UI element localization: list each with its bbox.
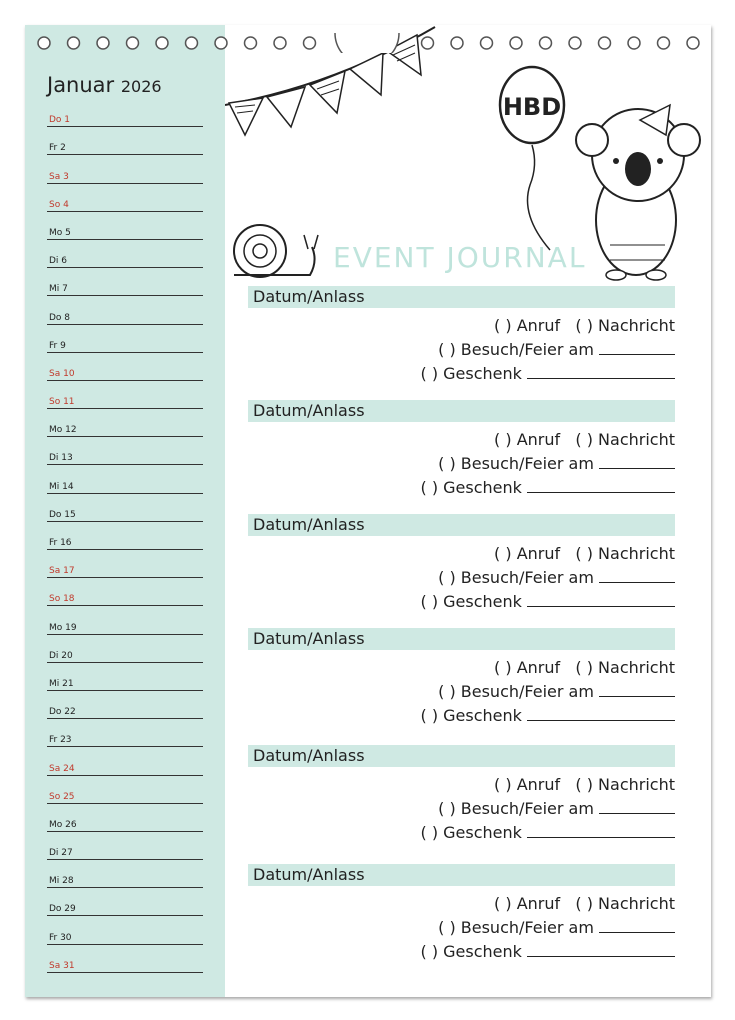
binding-ring [451, 37, 463, 49]
day-label: Mo 5 [49, 227, 71, 238]
geschenk-blank [527, 942, 675, 957]
day-label: Do 15 [49, 509, 76, 520]
binding-ring [186, 37, 198, 49]
day-label: Mi 14 [49, 481, 74, 492]
day-label: So 18 [49, 594, 75, 605]
day-row [47, 550, 203, 578]
journal-entry [248, 286, 675, 383]
besuch-line [438, 682, 675, 701]
besuch-line [438, 340, 675, 359]
besuch-option: ( ) Besuch/Feier am [438, 568, 594, 587]
nachricht-option: ( ) Nachricht [575, 430, 675, 449]
geschenk-blank [527, 706, 675, 721]
binding-ring [510, 37, 522, 49]
anruf-option: ( ) Anruf [494, 430, 561, 449]
day-row [47, 578, 203, 606]
binding-ring [97, 37, 109, 49]
besuch-blank [599, 568, 675, 583]
entry-header: Datum/Anlass [248, 864, 675, 886]
day-label: Do 8 [49, 312, 71, 323]
binding-ring [540, 37, 552, 49]
geschenk-line [420, 942, 675, 961]
day-label: So 11 [49, 397, 75, 408]
day-row [47, 465, 203, 493]
day-label: Sa 24 [49, 763, 75, 774]
geschenk-blank [527, 592, 675, 607]
binding-ring [687, 37, 699, 49]
day-label: Mi 7 [49, 284, 68, 295]
day-label: Sa 3 [49, 171, 69, 182]
besuch-blank [599, 454, 675, 469]
geschenk-line [420, 478, 675, 497]
day-row [47, 212, 203, 240]
binding-ring [38, 37, 50, 49]
day-row [47, 888, 203, 916]
day-row [47, 127, 203, 155]
day-label: Fr 16 [49, 538, 72, 548]
day-label: Di 13 [49, 453, 73, 464]
besuch-blank [599, 799, 675, 814]
month-title [47, 73, 162, 97]
day-label: Fr 23 [49, 735, 72, 746]
day-row [47, 437, 203, 465]
contact-line [494, 430, 675, 449]
contact-line [494, 775, 675, 794]
day-row [47, 635, 203, 663]
day-row [47, 240, 203, 268]
journal-entry [248, 864, 675, 961]
day-row [47, 804, 203, 832]
balloon-text: HBD [502, 93, 562, 121]
nachricht-option: ( ) Nachricht [575, 316, 675, 335]
day-label: So 25 [49, 791, 75, 802]
day-label: Fr 30 [49, 932, 72, 943]
entry-header: Datum/Anlass [248, 745, 675, 767]
contact-line [494, 544, 675, 563]
day-row [47, 353, 203, 381]
binding-ring [569, 37, 581, 49]
anruf-option: ( ) Anruf [494, 316, 561, 335]
geschenk-blank [527, 364, 675, 379]
day-label: Do 1 [49, 115, 71, 126]
day-label: Di 6 [49, 256, 68, 267]
day-label: Sa 31 [49, 960, 75, 971]
geschenk-option: ( ) Geschenk [420, 364, 522, 383]
journal-entry [248, 514, 675, 611]
besuch-line [438, 918, 675, 937]
day-label: Sa 10 [49, 368, 75, 379]
spiral-binding [25, 33, 711, 53]
month-sidebar [25, 25, 225, 997]
day-row [47, 409, 203, 437]
binding-ring [422, 37, 434, 49]
besuch-option: ( ) Besuch/Feier am [438, 799, 594, 818]
day-row [47, 99, 203, 127]
day-label: Di 27 [49, 848, 73, 859]
besuch-option: ( ) Besuch/Feier am [438, 918, 594, 937]
besuch-line [438, 454, 675, 473]
day-row [47, 691, 203, 719]
entry-header: Datum/Anlass [248, 514, 675, 536]
day-label: Mi 21 [49, 678, 74, 689]
day-row [47, 663, 203, 691]
day-row [47, 719, 203, 747]
snail-illustration [230, 221, 330, 281]
anruf-option: ( ) Anruf [494, 658, 561, 677]
day-label: Di 20 [49, 650, 73, 661]
day-row [47, 860, 203, 888]
contact-line [494, 316, 675, 335]
binding-ring [68, 37, 80, 49]
binding-ring [245, 37, 257, 49]
nachricht-option: ( ) Nachricht [575, 775, 675, 794]
nachricht-option: ( ) Nachricht [575, 544, 675, 563]
day-row [47, 945, 203, 973]
geschenk-blank [527, 823, 675, 838]
day-label: So 4 [49, 199, 69, 210]
day-row [47, 155, 203, 183]
binding-ring [599, 37, 611, 49]
anruf-option: ( ) Anruf [494, 894, 561, 913]
day-label: Mi 28 [49, 876, 74, 887]
day-label: Do 29 [49, 904, 76, 915]
entry-header: Datum/Anlass [248, 286, 675, 308]
day-row [47, 832, 203, 860]
day-label: Mo 19 [49, 622, 77, 633]
day-row [47, 268, 203, 296]
day-list [47, 99, 203, 973]
day-row [47, 606, 203, 634]
geschenk-line [420, 364, 675, 383]
besuch-option: ( ) Besuch/Feier am [438, 454, 594, 473]
day-row [47, 494, 203, 522]
day-row [47, 381, 203, 409]
geschenk-option: ( ) Geschenk [420, 592, 522, 611]
geschenk-line [420, 592, 675, 611]
anruf-option: ( ) Anruf [494, 544, 561, 563]
geschenk-blank [527, 478, 675, 493]
contact-line [494, 658, 675, 677]
day-label: Mo 26 [49, 819, 77, 830]
binding-ring [127, 37, 139, 49]
journal-entry [248, 628, 675, 725]
day-row [47, 747, 203, 775]
nachricht-option: ( ) Nachricht [575, 658, 675, 677]
besuch-blank [599, 918, 675, 933]
besuch-line [438, 568, 675, 587]
day-row [47, 296, 203, 324]
month-name: Januar [47, 73, 115, 97]
geschenk-option: ( ) Geschenk [420, 823, 522, 842]
binding-ring [658, 37, 670, 49]
binding-ring [156, 37, 168, 49]
contact-line [494, 894, 675, 913]
day-row [47, 184, 203, 212]
besuch-blank [599, 682, 675, 697]
hanger-notch [335, 33, 399, 53]
besuch-option: ( ) Besuch/Feier am [438, 682, 594, 701]
day-row [47, 522, 203, 550]
binding-ring [481, 37, 493, 49]
day-row [47, 916, 203, 944]
geschenk-option: ( ) Geschenk [420, 478, 522, 497]
journal-title: EVENT JOURNAL [333, 241, 587, 274]
binding-ring [304, 37, 316, 49]
geschenk-line [420, 823, 675, 842]
day-label: Mo 12 [49, 425, 77, 436]
entry-header: Datum/Anlass [248, 628, 675, 650]
binding-ring [215, 37, 227, 49]
besuch-line [438, 799, 675, 818]
day-label: Fr 2 [49, 143, 66, 154]
nachricht-option: ( ) Nachricht [575, 894, 675, 913]
journal-area [225, 25, 711, 997]
journal-entry [248, 400, 675, 497]
day-label: Do 22 [49, 707, 76, 718]
geschenk-option: ( ) Geschenk [420, 706, 522, 725]
geschenk-option: ( ) Geschenk [420, 942, 522, 961]
day-row [47, 776, 203, 804]
calendar-page [25, 25, 711, 997]
day-label: Sa 17 [49, 566, 75, 577]
besuch-option: ( ) Besuch/Feier am [438, 340, 594, 359]
day-label: Fr 9 [49, 340, 66, 351]
entry-header: Datum/Anlass [248, 400, 675, 422]
geschenk-line [420, 706, 675, 725]
month-year: 2026 [120, 77, 162, 96]
journal-entry [248, 745, 675, 842]
binding-ring [274, 37, 286, 49]
binding-ring [628, 37, 640, 49]
day-row [47, 325, 203, 353]
anruf-option: ( ) Anruf [494, 775, 561, 794]
besuch-blank [599, 340, 675, 355]
